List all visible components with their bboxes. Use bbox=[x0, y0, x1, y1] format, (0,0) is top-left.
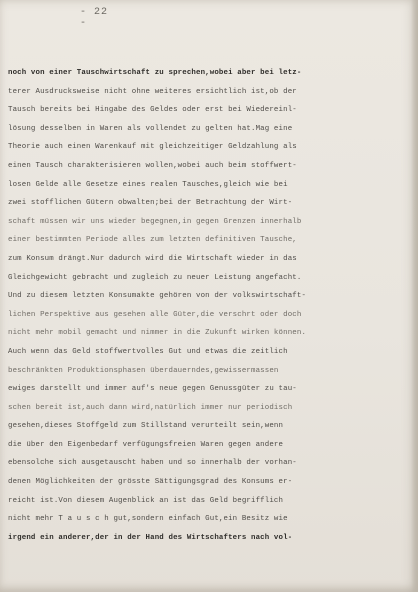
page-number: - 22 - bbox=[80, 7, 109, 29]
text-line: reicht ist.Von diesem Augenblick an ist das Geld begrifflich bbox=[8, 496, 284, 505]
text-line: einer bestimmten Periode alles zum letzten definitiven Tausche, bbox=[8, 236, 297, 245]
typewritten-body bbox=[8, 64, 404, 547]
text-line: losen Gelde alle Gesetze eines realen Tausches,gleich wie bei bbox=[8, 180, 288, 189]
text-line: ewiges darstellt und immer auf's neue gegen Genussgüter zu tau- bbox=[8, 385, 297, 394]
text-line: terer Ausdrucksweise nicht ohne weiteres ersichtlich ist,ob der bbox=[8, 87, 297, 96]
text-line: nicht mehr T a u s c h gut,sondern einfach Gut,ein Besitz wie bbox=[8, 515, 288, 524]
text-line: Tausch bereits bei Hingabe des Geldes oder erst bei Wiedereinl- bbox=[8, 106, 297, 115]
text-line: beschränkten Produktionsphasen überdauerndes,gewissermassen bbox=[8, 366, 279, 375]
page-edge-shadow bbox=[411, 0, 418, 592]
text-line: gesehen,dieses Stoffgeld zum Stillstand verurteilt sein,wenn bbox=[8, 422, 284, 431]
text-line: nicht mehr mobil gemacht und nimmer in die Zukunft wirken können. bbox=[8, 329, 307, 338]
text-line: zum Konsum drängt.Nur dadurch wird die Wirtschaft wieder in das bbox=[8, 254, 297, 263]
text-line: Gleichgewicht gebracht und zugleich zu neuer Leistung angefacht. bbox=[8, 273, 302, 282]
text-line: die über den Eigenbedarf verfügungsfreien Waren gegen andere bbox=[8, 440, 284, 449]
text-line: Auch wenn das Geld stoffwertvolles Gut und etwas die zeitlich bbox=[8, 347, 288, 356]
text-line: noch von einer Tauschwirtschaft zu sprechen,wobei aber bei letz- bbox=[8, 69, 302, 77]
text-line: schaft müssen wir uns wieder begegnen,in gegen Grenzen innerhalb bbox=[8, 217, 302, 226]
text-line: lichen Perspektive aus gesehen alle Güter,die verschrt oder doch bbox=[8, 310, 302, 319]
text-line: lösung desselben in Waren als vollendet zu gelten hat.Mag eine bbox=[8, 124, 293, 133]
text-line: ebensolche sich ausgetauscht haben und so innerhalb der vorhan- bbox=[8, 459, 297, 468]
text-line: einen Tausch charakterisieren wollen,wobei auch beim stoffwert- bbox=[8, 161, 297, 170]
text-line: irgend ein anderer,der in der Hand des Wirtschafters nach vol- bbox=[8, 533, 293, 542]
text-line: denen Möglichkeiten der grösste Sättigungsgrad des Konsums er- bbox=[8, 478, 293, 487]
text-line: Und zu diesem letzten Konsumakte gehören von der volkswirtschaft- bbox=[8, 292, 307, 301]
text-line: Theorie auch einen Warenkauf mit gleichzeitiger Geldzahlung als bbox=[8, 143, 297, 152]
text-line: schen bereit ist,auch dann wird,natürlich immer nur periodisch bbox=[8, 403, 293, 412]
text-line: zwei stofflichen Gütern obwalten;bei der Betrachtung der Wirt- bbox=[8, 199, 293, 208]
